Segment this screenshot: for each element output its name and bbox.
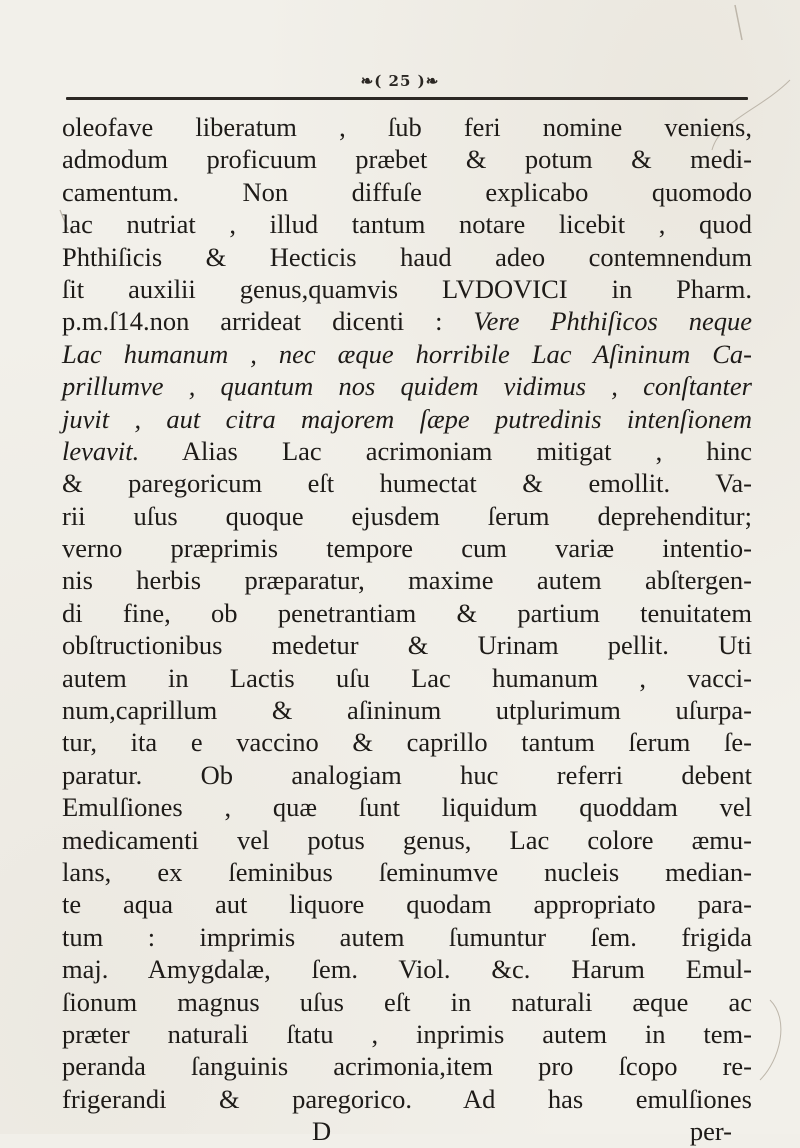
text-line: ſit auxilii genus,quamvis LVDOVICI in Pharm. <box>62 273 752 304</box>
text-line: maj. Amygdalæ, ſem. Viol. &c. Harum Emul- <box>62 954 752 985</box>
page-number-header: ❧( 25 )❧ <box>360 72 440 90</box>
text-line: camentum. Non diffuſe explicabo quomodo <box>62 176 752 207</box>
quote-line: prillumve , quantum nos quidem vidimus , conſtanter <box>62 371 752 402</box>
text-line: tum : imprimis autem ſumuntur ſem. frigida <box>62 921 752 952</box>
page-footer <box>62 1115 752 1147</box>
text-line: paratur. Ob analogiam huc referri debent <box>62 759 752 790</box>
catchword: per- <box>689 1116 732 1147</box>
header-rule <box>66 97 748 100</box>
body-text <box>62 111 752 1148</box>
text-line: & paregoricum eſt humectat & emollit. Va- <box>62 468 752 499</box>
text-line: te aqua aut liquore quodam appropriato para- <box>62 889 752 920</box>
quote-text: levavit. <box>62 435 140 466</box>
text-line: peranda ſanguinis acrimonia,item pro ſcopo re- <box>62 1051 752 1082</box>
text-line: lac nutriat , illud tantum notare licebit , quod <box>62 209 752 240</box>
text-line: autem in Lactis uſu Lac humanum , vacci- <box>62 662 752 693</box>
text-line: Emulſiones , quæ ſunt liquidum quoddam vel <box>62 792 752 823</box>
text-line: oleofave liberatum , ſub feri nomine veniens, <box>62 112 752 142</box>
text-line <box>62 435 752 467</box>
quote-line: Lac humanum , nec æque horribile Lac Aſininum Ca- <box>62 338 752 369</box>
signature-mark: D <box>312 1116 332 1147</box>
text-line: num,caprillum & aſininum utplurimum uſurpa- <box>62 695 752 726</box>
text-line: rii uſus quoque ejusdem ſerum deprehenditur; <box>62 500 752 531</box>
text-segment: p.m.ſ14.non arrideat dicenti : <box>62 306 443 337</box>
text-line: tur, ita e vaccino & caprillo tantum ſerum ſe- <box>62 727 752 758</box>
text-line: lans, ex ſeminibus ſeminumve nucleis median- <box>62 856 752 887</box>
quote-text: Vere Phthiſicos neque <box>473 306 753 337</box>
quote-line: juvit , aut citra majorem ſæpe putredinis intenſionem <box>62 403 752 434</box>
text-line: ſionum magnus uſus eſt in naturali æque ac <box>62 986 752 1017</box>
text-line: di fine, ob penetrantiam & partium tenuitatem <box>62 597 752 628</box>
text-line <box>62 305 752 337</box>
text-line: medicamenti vel potus genus, Lac colore æmu- <box>62 824 752 855</box>
text-segment: Alias Lac acrimoniam mitigat , hinc <box>181 435 752 466</box>
text-line: Phthiſicis & Hecticis haud adeo contemnendum <box>62 241 752 272</box>
text-line: nis herbis præparatur, maxime autem abſtergen- <box>62 565 752 596</box>
text-line: admodum proficuum præbet & potum & medi- <box>62 144 752 175</box>
text-line: obſtructionibus medetur & Urinam pellit. Uti <box>62 630 752 661</box>
text-line: verno præprimis tempore cum variæ intentio- <box>62 533 752 564</box>
text-line: frigerandi & paregorico. Ad has emulſiones <box>62 1083 752 1114</box>
text-line: præter naturali ſtatu , inprimis autem in tem- <box>62 1018 752 1049</box>
